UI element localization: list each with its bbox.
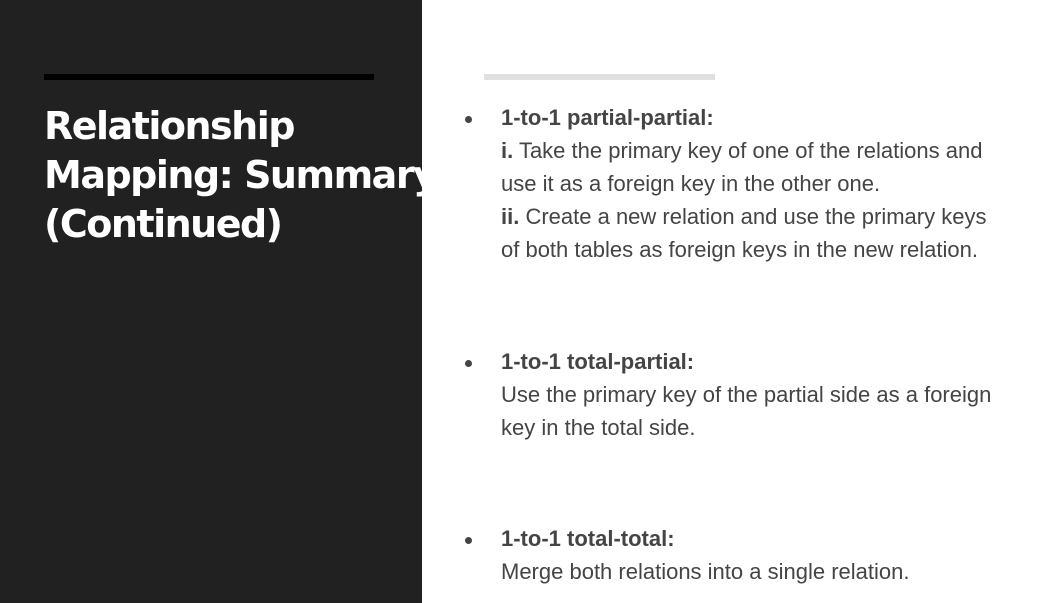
bullet-heading: 1-to-1 total-partial: (501, 349, 695, 374)
slide-title-line: Mapping: Summary (44, 153, 437, 197)
slide-title-line: (Continued) (44, 202, 282, 246)
bullet-total-total (501, 522, 1041, 588)
title-panel (0, 0, 437, 603)
bullet-heading: 1-to-1 partial-partial: (501, 105, 714, 130)
bullet-line (501, 167, 1041, 200)
title-accent-rule (44, 74, 374, 80)
content-accent-rule (484, 74, 715, 80)
bullet-line-text: Use the primary key of the partial side as a foreign (501, 382, 992, 407)
bullet-line (501, 134, 1041, 167)
bullet-heading: 1-to-1 total-total: (501, 526, 675, 551)
bullet-total-partial (501, 345, 1041, 444)
bullet-line-text: of both tables as foreign keys in the new relation. (501, 237, 978, 262)
bullet-line-prefix: i. (501, 138, 514, 163)
bullet-line (501, 378, 1041, 411)
bullet-dot-icon (465, 537, 472, 544)
bullet-line-text: use it as a foreign key in the other one. (501, 171, 881, 196)
bullet-line-text: Take the primary key of one of the relations and (513, 138, 983, 163)
bullet-line (501, 233, 1041, 266)
bullet-dot-icon (465, 116, 472, 123)
bullet-line (501, 411, 1041, 444)
bullet-partial-partial (501, 101, 1041, 266)
bullet-line-text: key in the total side. (501, 415, 696, 440)
bullet-dot-icon (465, 360, 472, 367)
bullet-line-text: Create a new relation and use the primary keys (519, 204, 987, 229)
bullet-line-prefix: ii. (501, 204, 520, 229)
slide-title-line: Relationship (44, 104, 294, 148)
bullet-line (501, 555, 1041, 588)
bullet-line (501, 200, 1041, 233)
bullet-line-text: Merge both relations into a single relation. (501, 559, 910, 584)
slide-title (44, 102, 437, 249)
